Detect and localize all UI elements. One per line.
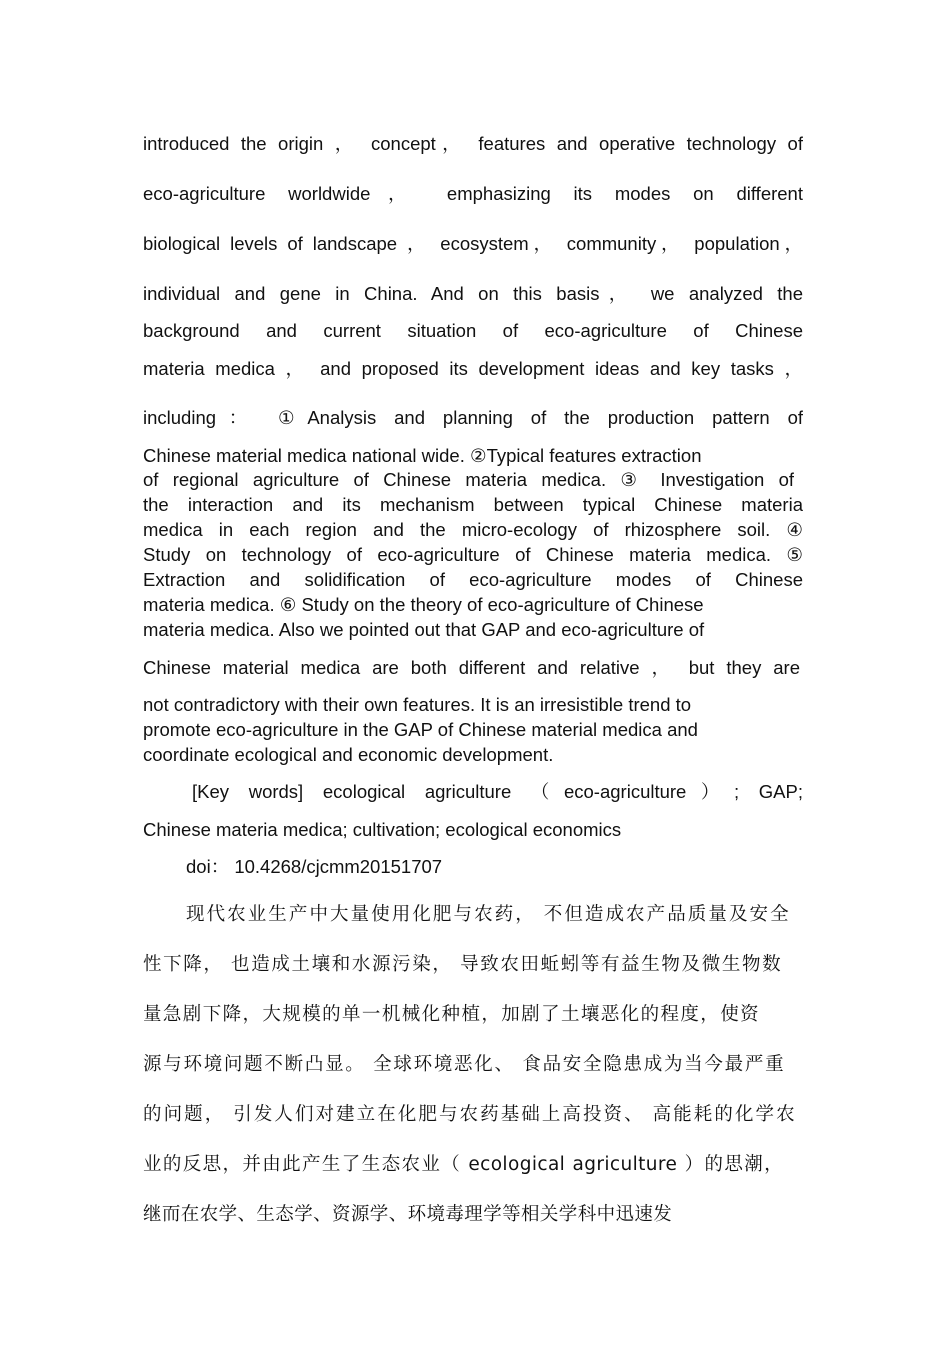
keywords-line: Chinese materia medica; cultivation; ecological economics: [143, 819, 622, 840]
abstract-line: materia medica. Also we pointed out that GAP and eco-agriculture of: [143, 619, 705, 640]
keywords-line: [Key words] ecological agriculture （eco-agriculture）; GAP;: [192, 781, 803, 802]
body-line: 业的反思，并由此产生了生态农业（ ecological agriculture ）的思潮，: [143, 1154, 783, 1175]
abstract-line: coordinate ecological and economic development.: [143, 744, 554, 765]
abstract-line: Extraction and solidification of eco-agriculture modes of Chinese: [143, 569, 803, 590]
body-line: 性下降， 也造成土壤和水源污染， 导致农田蚯蚓等有益生物及微生物数: [143, 954, 781, 975]
abstract-line: Chinese material medica are both different and relative ， but they are: [143, 657, 800, 678]
abstract-line: materia medica. ⑥ Study on the theory of eco-agriculture of Chinese: [143, 594, 704, 615]
body-line: 的问题， 引发人们对建立在化肥与农药基础上高投资、 高能耗的化学农: [143, 1104, 795, 1125]
abstract-line: not contradictory with their own features. It is an irresistible trend to: [143, 694, 692, 715]
abstract-line: Chinese material medica national wide. ②Typical features extraction: [143, 445, 702, 466]
abstract-line: individual and gene in China. And on this basis， we analyzed the: [143, 283, 803, 304]
abstract-line: the interaction and its mechanism between typical Chinese materia: [143, 494, 803, 515]
abstract-line: eco-agriculture worldwide， emphasizing its modes on different: [143, 183, 803, 204]
abstract-line: biological levels of landscape ， ecosystem， community， population，: [143, 233, 803, 254]
abstract-line: promote eco-agriculture in the GAP of Chinese material medica and: [143, 719, 698, 740]
doi: doi： 10.4268/cjcmm20151707: [186, 856, 443, 877]
abstract-line: materia medica ， and proposed its development ideas and key tasks ，: [143, 358, 803, 379]
abstract-line: Study on technology of eco-agriculture of Chinese materia medica. ⑤: [143, 544, 803, 565]
abstract-line: of regional agriculture of Chinese materia medica. ③ Investigation of: [143, 469, 794, 490]
abstract-line: introduced the origin ， concept， features and operative technology of: [143, 133, 803, 154]
body-line: 现代农业生产中大量使用化肥与农药， 不但造成农产品质量及安全: [186, 904, 789, 925]
abstract-line: including： ①Analysis and planning of the production pattern of: [143, 407, 803, 428]
abstract-line: background and current situation of eco-agriculture of Chinese: [143, 320, 803, 341]
body-line: 继而在农学、生态学、资源学、环境毒理学等相关学科中迅速发: [143, 1204, 673, 1225]
body-line: 源与环境问题不断凸显。 全球环境恶化、 食品安全隐患成为当今最严重: [143, 1054, 784, 1075]
body-line: 量急剧下降，大规模的单一机械化种植，加剧了土壤恶化的程度，使资: [143, 1004, 759, 1025]
abstract-line: medica in each region and the micro-ecology of rhizosphere soil. ④: [143, 519, 803, 540]
